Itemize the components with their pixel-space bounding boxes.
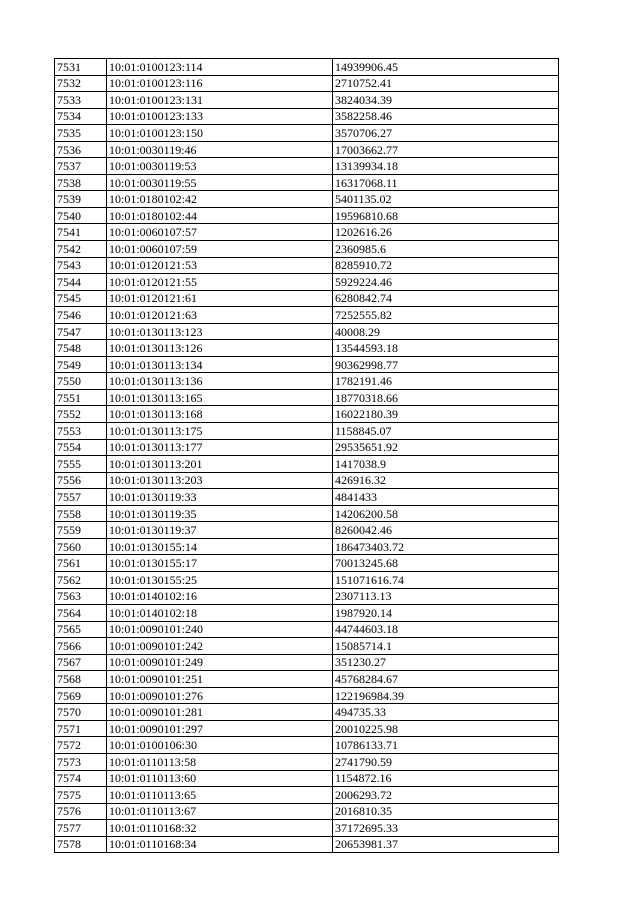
row-number-cell: 7532	[55, 75, 107, 92]
cadastral-number-cell: 10:01:0090101:240	[107, 621, 333, 638]
value-cell: 1782191.46	[333, 373, 559, 390]
row-number-cell: 7558	[55, 505, 107, 522]
row-number-cell: 7534	[55, 108, 107, 125]
value-cell: 2710752.41	[333, 75, 559, 92]
row-number-cell: 7548	[55, 340, 107, 357]
row-number-cell: 7552	[55, 406, 107, 423]
value-cell: 16022180.39	[333, 406, 559, 423]
cadastral-number-cell: 10:01:0130113:126	[107, 340, 333, 357]
table-row	[55, 92, 559, 109]
table-row	[55, 472, 559, 489]
table-row	[55, 704, 559, 721]
table-row	[55, 356, 559, 373]
cadastral-number-cell: 10:01:0100106:30	[107, 737, 333, 754]
cadastral-number-cell: 10:01:0090101:276	[107, 687, 333, 704]
cadastral-number-cell: 10:01:0130113:134	[107, 356, 333, 373]
row-number-cell: 7562	[55, 571, 107, 588]
value-cell: 45768284.67	[333, 671, 559, 688]
table-row	[55, 638, 559, 655]
row-number-cell: 7575	[55, 787, 107, 804]
cadastral-number-cell: 10:01:0090101:297	[107, 720, 333, 737]
value-cell: 44744603.18	[333, 621, 559, 638]
cadastral-number-cell: 10:01:0130113:136	[107, 373, 333, 390]
row-number-cell: 7569	[55, 687, 107, 704]
row-number-cell: 7551	[55, 389, 107, 406]
cadastral-number-cell: 10:01:0100123:133	[107, 108, 333, 125]
cadastral-number-cell: 10:01:0120121:63	[107, 307, 333, 324]
row-number-cell: 7557	[55, 489, 107, 506]
cadastral-number-cell: 10:01:0130113:165	[107, 389, 333, 406]
value-cell: 29535651.92	[333, 439, 559, 456]
cadastral-number-cell: 10:01:0120121:55	[107, 274, 333, 291]
cadastral-number-cell: 10:01:0130113:175	[107, 423, 333, 440]
cadastral-number-cell: 10:01:0110113:67	[107, 803, 333, 820]
table-row	[55, 605, 559, 622]
row-number-cell: 7536	[55, 141, 107, 158]
cadastral-number-cell: 10:01:0110113:65	[107, 787, 333, 804]
row-number-cell: 7570	[55, 704, 107, 721]
table-row	[55, 753, 559, 770]
table-row	[55, 439, 559, 456]
cadastral-number-cell: 10:01:0130113:203	[107, 472, 333, 489]
cadastral-number-cell: 10:01:0130113:201	[107, 456, 333, 473]
cadastral-number-cell: 10:01:0130113:177	[107, 439, 333, 456]
value-cell: 1987920.14	[333, 605, 559, 622]
table-row	[55, 241, 559, 258]
table-row	[55, 224, 559, 241]
value-cell: 37172695.33	[333, 820, 559, 837]
cadastral-number-cell: 10:01:0060107:57	[107, 224, 333, 241]
row-number-cell: 7566	[55, 638, 107, 655]
value-cell: 13544593.18	[333, 340, 559, 357]
value-cell: 1417038.9	[333, 456, 559, 473]
row-number-cell: 7560	[55, 538, 107, 555]
cadastral-number-cell: 10:01:0140102:18	[107, 605, 333, 622]
table-row	[55, 787, 559, 804]
row-number-cell: 7553	[55, 423, 107, 440]
value-cell: 2741790.59	[333, 753, 559, 770]
value-cell: 8260042.46	[333, 522, 559, 539]
cadastral-number-cell: 10:01:0140102:16	[107, 588, 333, 605]
row-number-cell: 7547	[55, 323, 107, 340]
table-row	[55, 456, 559, 473]
cadastral-number-cell: 10:01:0100123:114	[107, 59, 333, 76]
table-row	[55, 290, 559, 307]
table-row	[55, 770, 559, 787]
table-row	[55, 671, 559, 688]
value-cell: 15085714.1	[333, 638, 559, 655]
value-cell: 151071616.74	[333, 571, 559, 588]
table-row	[55, 505, 559, 522]
row-number-cell: 7567	[55, 654, 107, 671]
value-cell: 40008.29	[333, 323, 559, 340]
value-cell: 6280842.74	[333, 290, 559, 307]
row-number-cell: 7541	[55, 224, 107, 241]
cadastral-number-cell: 10:01:0100123:150	[107, 125, 333, 142]
value-cell: 2360985.6	[333, 241, 559, 258]
value-cell: 16317068.11	[333, 174, 559, 191]
row-number-cell: 7535	[55, 125, 107, 142]
table-row	[55, 257, 559, 274]
table-row	[55, 538, 559, 555]
cadastral-number-cell: 10:01:0130155:25	[107, 571, 333, 588]
cadastral-number-cell: 10:01:0120121:61	[107, 290, 333, 307]
row-number-cell: 7572	[55, 737, 107, 754]
table-row	[55, 588, 559, 605]
row-number-cell: 7554	[55, 439, 107, 456]
cadastral-number-cell: 10:01:0030119:55	[107, 174, 333, 191]
cadastral-number-cell: 10:01:0090101:249	[107, 654, 333, 671]
row-number-cell: 7550	[55, 373, 107, 390]
value-cell: 2006293.72	[333, 787, 559, 804]
row-number-cell: 7533	[55, 92, 107, 109]
table-row	[55, 406, 559, 423]
cadastral-number-cell: 10:01:0100123:131	[107, 92, 333, 109]
cadastral-number-cell: 10:01:0110113:58	[107, 753, 333, 770]
table-row	[55, 836, 559, 853]
data-table	[54, 58, 559, 853]
table-row	[55, 158, 559, 175]
row-number-cell: 7576	[55, 803, 107, 820]
value-cell: 1154872.16	[333, 770, 559, 787]
value-cell: 2016810.35	[333, 803, 559, 820]
table-row	[55, 654, 559, 671]
value-cell: 14206200.58	[333, 505, 559, 522]
value-cell: 5929224.46	[333, 274, 559, 291]
value-cell: 3582258.46	[333, 108, 559, 125]
row-number-cell: 7571	[55, 720, 107, 737]
cadastral-number-cell: 10:01:0090101:281	[107, 704, 333, 721]
value-cell: 90362998.77	[333, 356, 559, 373]
table-row	[55, 571, 559, 588]
table-row	[55, 340, 559, 357]
table-row	[55, 307, 559, 324]
row-number-cell: 7556	[55, 472, 107, 489]
table-row	[55, 621, 559, 638]
cadastral-number-cell: 10:01:0060107:59	[107, 241, 333, 258]
value-cell: 8285910.72	[333, 257, 559, 274]
table-row	[55, 389, 559, 406]
table-row	[55, 174, 559, 191]
cadastral-number-cell: 10:01:0090101:242	[107, 638, 333, 655]
row-number-cell: 7549	[55, 356, 107, 373]
row-number-cell: 7540	[55, 207, 107, 224]
table-body	[55, 59, 559, 853]
table-row	[55, 820, 559, 837]
row-number-cell: 7565	[55, 621, 107, 638]
value-cell: 7252555.82	[333, 307, 559, 324]
table-row	[55, 423, 559, 440]
value-cell: 17003662.77	[333, 141, 559, 158]
table-row	[55, 522, 559, 539]
cadastral-number-cell: 10:01:0030119:46	[107, 141, 333, 158]
value-cell: 3824034.39	[333, 92, 559, 109]
cadastral-number-cell: 10:01:0100123:116	[107, 75, 333, 92]
row-number-cell: 7544	[55, 274, 107, 291]
table-row	[55, 274, 559, 291]
cadastral-number-cell: 10:01:0130113:123	[107, 323, 333, 340]
row-number-cell: 7542	[55, 241, 107, 258]
row-number-cell: 7538	[55, 174, 107, 191]
table-row	[55, 141, 559, 158]
row-number-cell: 7537	[55, 158, 107, 175]
table-row	[55, 207, 559, 224]
value-cell: 14939906.45	[333, 59, 559, 76]
row-number-cell: 7531	[55, 59, 107, 76]
cadastral-number-cell: 10:01:0130119:35	[107, 505, 333, 522]
value-cell: 122196984.39	[333, 687, 559, 704]
row-number-cell: 7574	[55, 770, 107, 787]
value-cell: 13139934.18	[333, 158, 559, 175]
row-number-cell: 7546	[55, 307, 107, 324]
cadastral-number-cell: 10:01:0130119:33	[107, 489, 333, 506]
value-cell: 1158845.07	[333, 423, 559, 440]
row-number-cell: 7577	[55, 820, 107, 837]
row-number-cell: 7539	[55, 191, 107, 208]
cadastral-number-cell: 10:01:0090101:251	[107, 671, 333, 688]
row-number-cell: 7564	[55, 605, 107, 622]
row-number-cell: 7568	[55, 671, 107, 688]
table-row	[55, 373, 559, 390]
row-number-cell: 7545	[55, 290, 107, 307]
row-number-cell: 7555	[55, 456, 107, 473]
value-cell: 494735.33	[333, 704, 559, 721]
table-row	[55, 323, 559, 340]
table-row	[55, 555, 559, 572]
row-number-cell: 7573	[55, 753, 107, 770]
value-cell: 19596810.68	[333, 207, 559, 224]
row-number-cell: 7561	[55, 555, 107, 572]
cadastral-number-cell: 10:01:0110168:34	[107, 836, 333, 853]
table-row	[55, 191, 559, 208]
table-row	[55, 75, 559, 92]
cadastral-number-cell: 10:01:0130155:14	[107, 538, 333, 555]
value-cell: 351230.27	[333, 654, 559, 671]
cadastral-number-cell: 10:01:0130113:168	[107, 406, 333, 423]
row-number-cell: 7578	[55, 836, 107, 853]
row-number-cell: 7543	[55, 257, 107, 274]
cadastral-number-cell: 10:01:0030119:53	[107, 158, 333, 175]
value-cell: 1202616.26	[333, 224, 559, 241]
value-cell: 2307113.13	[333, 588, 559, 605]
cadastral-number-cell: 10:01:0130155:17	[107, 555, 333, 572]
value-cell: 20653981.37	[333, 836, 559, 853]
table-row	[55, 59, 559, 76]
table-row	[55, 737, 559, 754]
table-row	[55, 108, 559, 125]
value-cell: 426916.32	[333, 472, 559, 489]
cadastral-number-cell: 10:01:0130119:37	[107, 522, 333, 539]
table-row	[55, 687, 559, 704]
value-cell: 186473403.72	[333, 538, 559, 555]
value-cell: 18770318.66	[333, 389, 559, 406]
cadastral-number-cell: 10:01:0180102:42	[107, 191, 333, 208]
table-row	[55, 489, 559, 506]
table-row	[55, 125, 559, 142]
cadastral-number-cell: 10:01:0120121:53	[107, 257, 333, 274]
cadastral-number-cell: 10:01:0110168:32	[107, 820, 333, 837]
value-cell: 5401135.02	[333, 191, 559, 208]
table-row	[55, 803, 559, 820]
cadastral-number-cell: 10:01:0180102:44	[107, 207, 333, 224]
table-row	[55, 720, 559, 737]
value-cell: 10786133.71	[333, 737, 559, 754]
row-number-cell: 7563	[55, 588, 107, 605]
row-number-cell: 7559	[55, 522, 107, 539]
value-cell: 4841433	[333, 489, 559, 506]
cadastral-number-cell: 10:01:0110113:60	[107, 770, 333, 787]
value-cell: 3570706.27	[333, 125, 559, 142]
value-cell: 70013245.68	[333, 555, 559, 572]
value-cell: 20010225.98	[333, 720, 559, 737]
